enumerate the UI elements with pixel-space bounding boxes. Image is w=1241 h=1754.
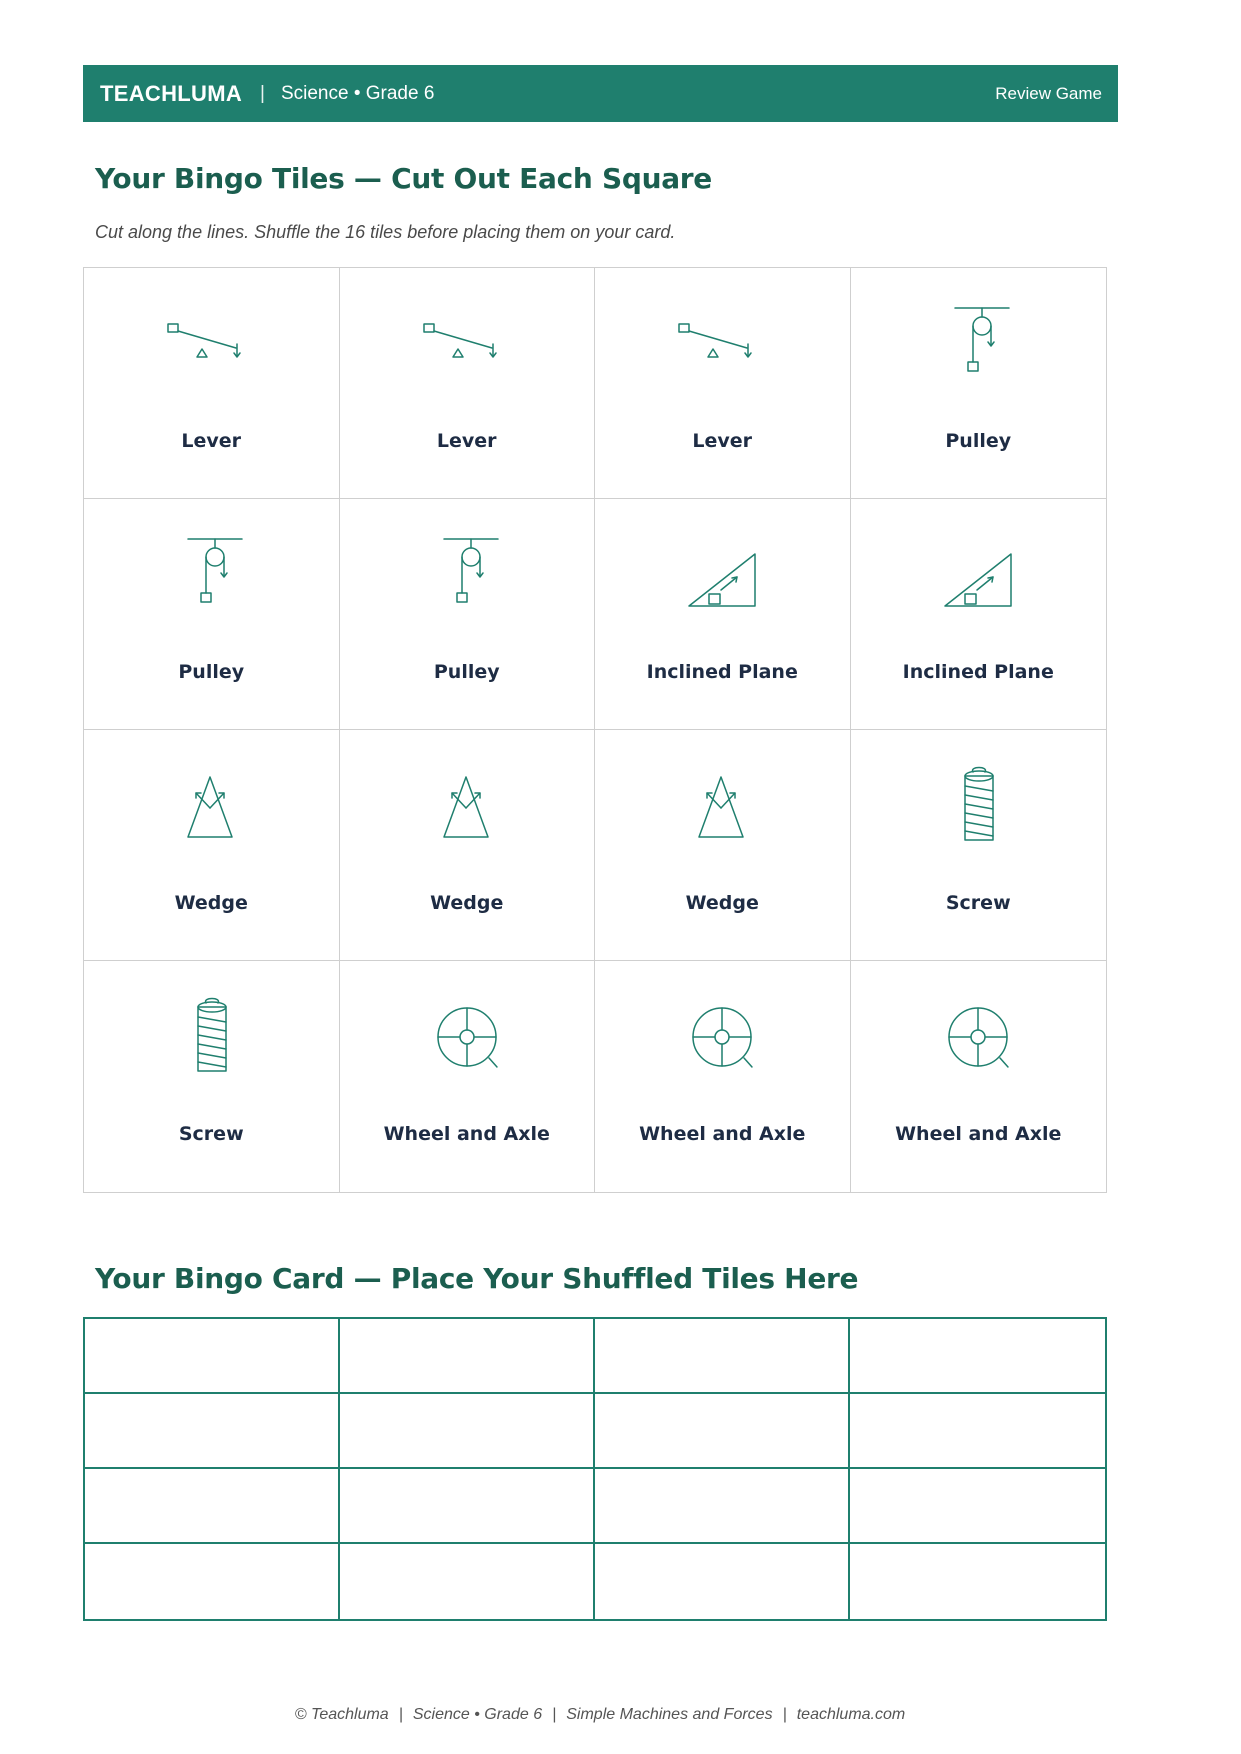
tile-label: Pulley [945,430,1012,452]
bingo-card-cell [850,1544,1105,1619]
footer [0,1706,1200,1724]
header-subject: Science • Grade 6 [280,82,435,104]
pulley-icon [158,531,264,621]
bingo-tile [84,730,340,961]
bingo-tile [851,961,1107,1192]
bingo-card-cell [595,1394,850,1469]
tile-label: Screw [178,1123,244,1145]
bingo-card-cell [340,1544,595,1619]
footer-separator: | [398,1706,403,1723]
bingo-tile [851,499,1107,730]
bingo-card-grid [83,1317,1107,1621]
tile-label: Inclined Plane [646,661,798,683]
bingo-card-cell [85,1469,340,1544]
tile-label: Lever [181,430,242,452]
pulley-icon [925,300,1031,390]
bingo-tiles-grid [83,267,1107,1193]
bingo-tile [340,961,596,1192]
wheel-and-axle-icon [669,993,775,1083]
pulley-icon [414,531,520,621]
lever-icon [158,300,264,390]
wedge-icon [414,762,520,852]
tile-label: Lever [692,430,753,452]
bingo-card-cell [850,1394,1105,1469]
bingo-card-cell [595,1469,850,1544]
lever-icon [669,300,775,390]
tile-label: Inclined Plane [902,661,1054,683]
header-badge: Review Game [995,83,1102,103]
bingo-tile [851,730,1107,961]
brand-logo: TEACHLUMA [100,80,243,106]
footer-copyright: © Teachluma [294,1706,389,1723]
inclined-plane-icon [925,531,1031,621]
bingo-tile [340,730,596,961]
tile-label: Pulley [178,661,245,683]
bingo-tile [595,730,851,961]
tile-label: Wedge [174,892,248,914]
tile-label: Wheel and Axle [383,1123,550,1145]
lever-icon [414,300,520,390]
wheel-and-axle-icon [414,993,520,1083]
screw-icon [925,762,1031,852]
bingo-tile [84,961,340,1192]
bingo-card-cell [595,1319,850,1394]
header-separator: | [260,82,265,104]
bingo-card-cell [85,1394,340,1469]
header-bar [83,65,1118,122]
tile-label: Wedge [685,892,759,914]
bingo-card-cell [340,1319,595,1394]
tile-label: Pulley [433,661,500,683]
footer-website: teachluma.com [796,1706,906,1723]
bingo-tile [84,268,340,499]
tiles-instructions: Cut along the lines. Shuffle the 16 tiles before placing them on your card. [95,222,676,242]
bingo-tile [84,499,340,730]
inclined-plane-icon [669,531,775,621]
bingo-card-cell [85,1319,340,1394]
footer-separator: | [782,1706,787,1723]
wedge-icon [158,762,264,852]
tile-label: Wedge [430,892,504,914]
bingo-tile [851,268,1107,499]
bingo-card-cell [340,1394,595,1469]
wheel-and-axle-icon [925,993,1031,1083]
footer-subject: Science • Grade 6 [412,1706,543,1723]
tile-label: Wheel and Axle [639,1123,806,1145]
footer-separator: | [552,1706,557,1723]
bingo-tile [340,268,596,499]
wedge-icon [669,762,775,852]
footer-unit: Simple Machines and Forces [566,1706,773,1723]
bingo-tile [595,268,851,499]
bingo-card-cell [340,1469,595,1544]
bingo-card-cell [595,1544,850,1619]
bingo-tile [340,499,596,730]
tile-label: Wheel and Axle [895,1123,1062,1145]
screw-icon [158,993,264,1083]
bingo-tile [595,961,851,1192]
tile-label: Screw [945,892,1011,914]
bingo-card-cell [850,1319,1105,1394]
card-section-title: Your Bingo Card — Place Your Shuffled Tiles Here [95,1262,859,1295]
bingo-tile [595,499,851,730]
tiles-section-title: Your Bingo Tiles — Cut Out Each Square [95,162,713,195]
bingo-card-cell [85,1544,340,1619]
bingo-card-cell [850,1469,1105,1544]
tile-label: Lever [436,430,497,452]
